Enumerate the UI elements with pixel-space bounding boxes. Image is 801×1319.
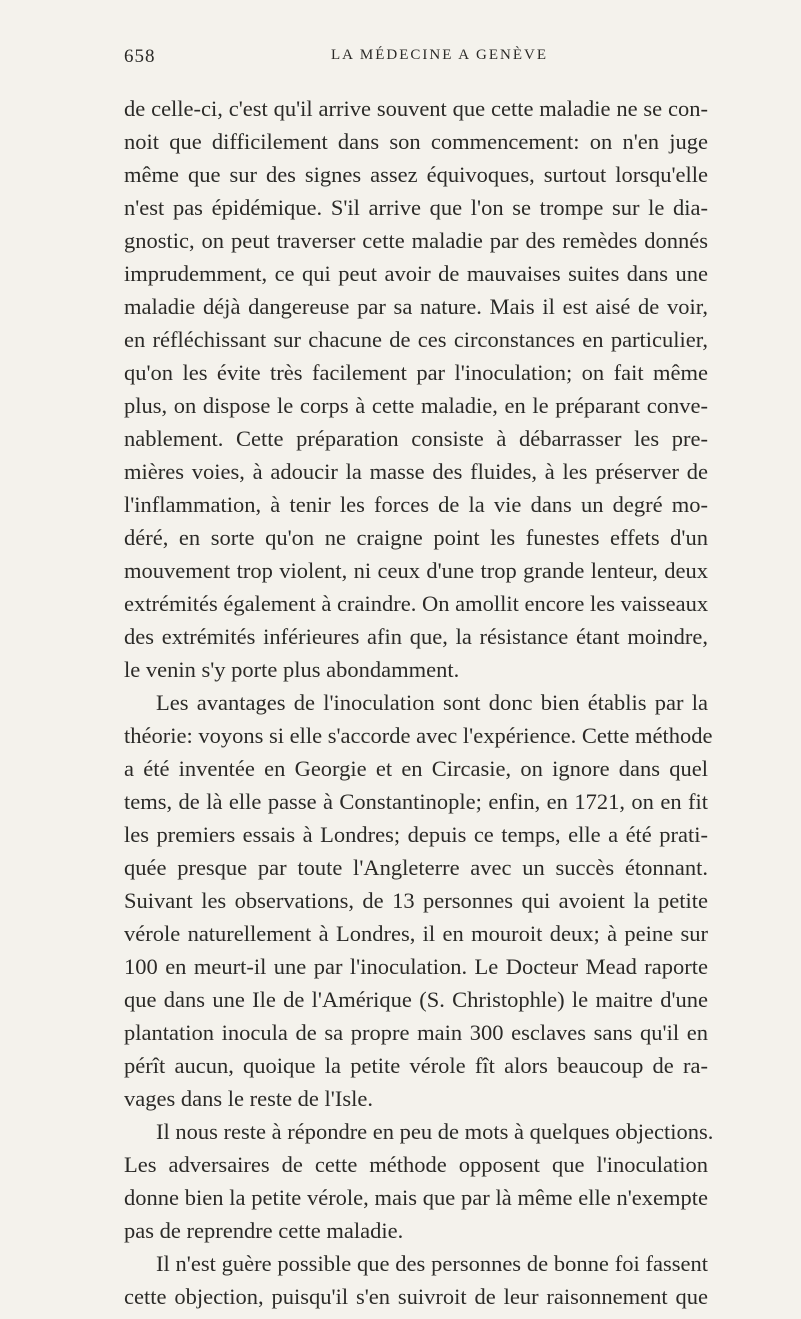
text-line: cette objection, puisqu'il s'en suivroit de leur raisonnement que <box>124 1284 708 1309</box>
text-line: 100 en meurt-il une par l'inoculation. Le Docteur Mead raporte <box>124 954 708 979</box>
text-line: quée presque par toute l'Angleterre avec un succès étonnant. <box>124 855 708 880</box>
text-line: pérît aucun, quoique la petite vérole fît alors beaucoup de ra- <box>124 1053 708 1078</box>
text-line: noit que difficilement dans son commencement: on n'en juge <box>124 129 708 154</box>
paragraph-start-line: Les avantages de l'inoculation sont donc bien établis par la <box>156 690 708 715</box>
text-line: Suivant les observations, de 13 personnes qui avoient la petite <box>124 888 708 913</box>
text-line: pas de reprendre cette maladie. <box>124 1218 404 1243</box>
text-line: plus, on dispose le corps à cette maladie, en le préparant conve- <box>124 393 708 418</box>
text-line: n'est pas épidémique. S'il arrive que l'on se trompe sur le dia- <box>124 195 708 220</box>
text-line: imprudemment, ce qui peut avoir de mauvaises suites dans une <box>124 261 708 286</box>
paragraph-start-line: Il n'est guère possible que des personnes de bonne foi fassent <box>156 1251 708 1276</box>
body-text <box>124 92 714 1313</box>
text-line: l'inflammation, à tenir les forces de la vie dans un degré mo- <box>124 492 708 517</box>
text-line: mières voies, à adoucir la masse des fluides, à les préserver de <box>124 459 708 484</box>
running-title: LA MÉDECINE A GENÈVE <box>330 47 549 63</box>
text-line: les premiers essais à Londres; depuis ce temps, elle a été prati- <box>124 822 708 847</box>
text-line: de celle-ci, c'est qu'il arrive souvent que cette maladie ne se con- <box>124 96 708 121</box>
text-line: maladie déjà dangereuse par sa nature. Mais il est aisé de voir, <box>124 294 708 319</box>
text-line: tems, de là elle passe à Constantinople; enfin, en 1721, on en fit <box>124 789 708 814</box>
text-line: vérole naturellement à Londres, il en mouroit deux; à peine sur <box>124 921 708 946</box>
text-line: en réfléchissant sur chacune de ces circonstances en particulier, <box>124 327 708 352</box>
text-line: Les adversaires de cette méthode opposent que l'inoculation <box>124 1152 708 1177</box>
page-number: 658 <box>124 46 156 67</box>
text-line: donne bien la petite vérole, mais que par là même elle n'exempte <box>124 1185 708 1210</box>
text-line: le venin s'y porte plus abondamment. <box>124 657 460 682</box>
text-line: vages dans le reste de l'Isle. <box>124 1086 373 1111</box>
text-line: nablement. Cette préparation consiste à débarrasser les pre- <box>124 426 708 451</box>
text-line: plantation inocula de sa propre main 300 esclaves sans qu'il en <box>124 1020 708 1045</box>
text-line: qu'on les évite très facilement par l'inoculation; on fait même <box>124 360 708 385</box>
text-line: extrémités également à craindre. On amollit encore les vaisseaux <box>124 591 709 616</box>
text-line: des extrémités inférieures afin que, la résistance étant moindre, <box>124 624 708 649</box>
text-line: que dans une Ile de l'Amérique (S. Christophle) le maitre d'une <box>124 987 708 1012</box>
text-line: a été inventée en Georgie et en Circasie, on ignore dans quel <box>124 756 708 781</box>
text-line: théorie: voyons si elle s'accorde avec l'expérience. Cette méthode <box>124 723 713 748</box>
text-line: mouvement trop violent, ni ceux d'une trop grande lenteur, deux <box>124 558 708 583</box>
text-line: même que sur des signes assez équivoques, surtout lorsqu'elle <box>124 162 708 187</box>
text-line: gnostic, on peut traverser cette maladie par des remèdes donnés <box>124 228 708 253</box>
paragraph-start-line: Il nous reste à répondre en peu de mots à quelques objections. <box>156 1119 714 1144</box>
text-line: déré, en sorte qu'on ne craigne point les funestes effets d'un <box>124 525 708 550</box>
